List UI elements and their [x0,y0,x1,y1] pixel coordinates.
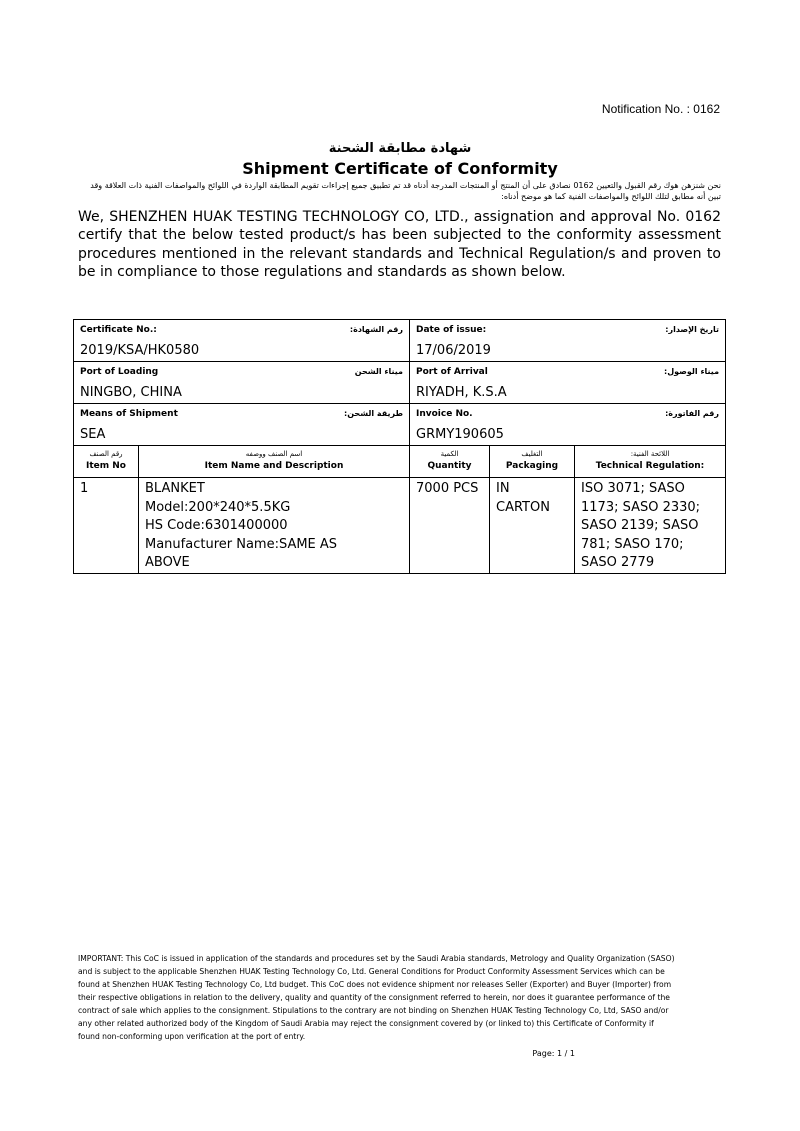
disclaimer-line: any other related authorized body of the Kingdom of Saudi Arabia may reject the consignment covered by (or linked to) this Certificate of Conformity if [78,1019,654,1028]
description-line: Manufacturer Name:SAME AS [145,536,338,552]
quantity-header-ar: الكمية [440,450,459,458]
disclaimer-line: found at Shenzhen HUAK Testing Technology Co, Ltd budget. This CoC does not evidence shipment nor releases Seller (Exporter) and Buyer (Importer) from [78,980,672,989]
regulation-line: ISO 3071; SASO [581,481,685,496]
description-line: BLANKET [145,481,205,496]
arabic-title: شهادة مطابقة الشحنة [328,141,472,156]
description-line: ABOVE [145,555,190,570]
certificate-table [73,319,726,574]
invoice-no-cell [410,404,726,446]
port-of-loading-value: NINGBO, CHINA [80,385,182,400]
port-of-loading-label-ar: ميناء الشحن [354,367,403,376]
disclaimer-line: contract of sale which applies to the consignment. Stipulations to the contrary are not binding on Shenzhen HUAK Testing Technology Co, Ltd, SASO and/or [78,1006,669,1015]
port-of-arrival-label: Port of Arrival [416,367,488,377]
regulation-line: 781; SASO 170; [581,536,684,552]
item-name-header [139,446,410,478]
regulation-line: SASO 2779 [581,555,655,570]
quantity-header-en: Quantity [427,461,472,471]
item-no-header-ar: رقم الصنف [89,450,123,458]
item-name-header-en: Item Name and Description [204,461,344,471]
quantity-value: 7000 PCS [416,481,479,496]
packaging-header-en: Packaging [505,461,559,471]
item-no-header-en: Item No [86,461,126,471]
invoice-no-label-ar: رقم الفاتورة: [665,409,720,418]
item-no-value: 1 [80,481,89,496]
item-name-header-ar: اسم الصنف ووصفه [245,450,303,458]
packaging-header-ar: التغليف [521,450,543,458]
english-intro: We, SHENZHEN HUAK TESTING TECHNOLOGY CO, LTD., assignation and approval No. 0162 certify that the below tested product/s has been subjected to the conformity assessment procedures mentioned in the relevant standards and Technical Regulation/s and proven to be in compliance to those regulations and standards as shown below. [78,209,721,280]
technical-regulation-header-en: Technical Regulation: [595,461,705,471]
packaging-line: IN [496,481,510,496]
page-number: Page: 1 / 1 [532,1049,575,1058]
notification-number: Notification No. : 0162 [601,102,720,116]
quantity-header [410,446,490,478]
regulation-line: 1173; SASO 2330; [581,499,701,515]
item-description-cell [139,478,410,574]
date-of-issue-label: Date of issue: [416,325,487,335]
date-of-issue-cell [410,320,726,362]
quantity-cell [410,478,490,574]
port-of-loading-cell [74,362,410,404]
table-row [74,478,726,574]
item-no-header [74,446,139,478]
packaging-cell [490,478,575,574]
invoice-no-value: GRMY190605 [416,427,504,442]
certificate-no-value: 2019/KSA/HK0580 [80,343,200,358]
certificate-no-label-ar: رقم الشهادة: [349,325,403,334]
packaging-header [490,446,575,478]
means-of-shipment-cell [74,404,410,446]
certificate-title: Shipment Certificate of Conformity [242,159,558,178]
port-of-arrival-cell [410,362,726,404]
means-of-shipment-label-ar: طريقة الشحن: [344,409,403,418]
description-line: HS Code:6301400000 [145,518,288,533]
regulation-cell [575,478,726,574]
important-disclaimer [78,952,724,1043]
means-of-shipment-label: Means of Shipment [80,409,178,419]
date-of-issue-value: 17/06/2019 [416,343,491,358]
technical-regulation-header-ar: اللائحة الفنية: [630,450,670,458]
disclaimer-line: their respective obligations in relation to the delivery, quality and quantity of the consignment referred to herein, nor does it guarantee performance of the [78,993,670,1002]
port-of-loading-label: Port of Loading [80,367,159,377]
certificate-no-label: Certificate No.: [80,325,157,335]
disclaimer-line: IMPORTANT: This CoC is issued in application of the standards and procedures set by the Saudi Arabia standards, Metrology and Quality Organization (SASO) [78,954,675,963]
disclaimer-line: found non-conforming upon verification at the port of entry. [78,1032,306,1041]
arabic-intro: نحن شنزهن هوك رقم القبول والتعيين 0162 نصادق على أن المنتج أو المنتجات المدرجة أدناه قد تم تطبيق جميع إجراءات تقويم المطابقة الواردة في اللوائح والمواصفات الفنية ذات العلاقة وقد تبين أنه مطابق لتلك اللوائح والمواصفات الفنية كما هو موضح أدناه: [90,181,721,201]
regulation-line: SASO 2139; SASO [581,518,699,533]
means-of-shipment-value: SEA [80,427,106,442]
disclaimer-line: and is subject to the applicable Shenzhen HUAK Testing Technology Co, Ltd. General Conditions for Product Conformity Assessment Services which can be [78,967,665,976]
port-of-arrival-value: RIYADH, K.S.A [416,385,507,400]
description-line: Model:200*240*5.5KG [145,499,291,515]
packaging-line: CARTON [496,499,550,515]
invoice-no-label: Invoice No. [416,409,473,419]
port-of-arrival-label-ar: ميناء الوصول: [664,367,720,376]
technical-regulation-header [575,446,726,478]
certificate-no-label-cell [74,320,410,362]
date-of-issue-label-ar: تاريخ الإصدار: [665,325,720,334]
item-no-cell [74,478,139,574]
